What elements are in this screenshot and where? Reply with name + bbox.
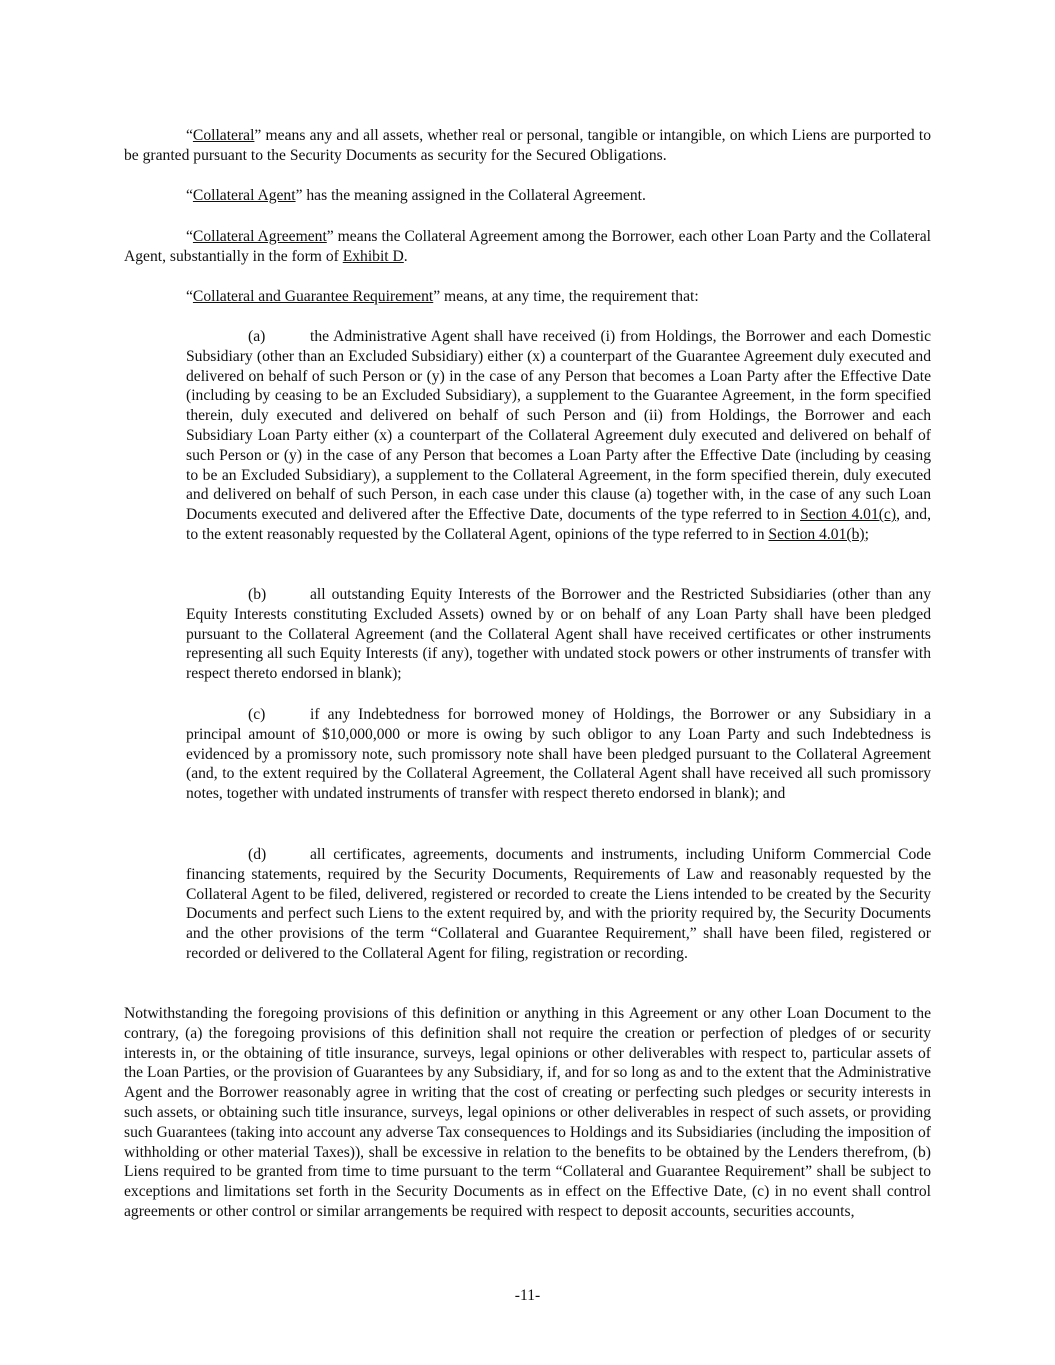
clause-text: all outstanding Equity Interests of the Borrower and the Restricted Subsidiaries (other than any Equity Interests constituting Excluded Assets) owned by or on behalf of any Loan Party shall have been pledged pursuant to the Collateral Agreement (and the Collateral Agent shall have received certificates or other instruments representing all such Equity Interests (if any), together with undated stock powers or other instruments of transfer with respect thereto endorsed in blank); [186,586,931,683]
definition-text: ” means any and all assets, whether real or personal, tangible or intangible, on which Liens are purported to be granted pursuant to the Security Documents as security for the Secured Obligations. [124,127,931,164]
clause-text: the Administrative Agent shall have received (i) from Holdings, the Borrower and each Domestic Subsidiary (other than an Excluded Subsidiary) either (x) a counterpart of the Guarantee Agreement duly executed and delivered on behalf of such Person or (y) in the case of any Person that becomes a Loan Party after the Effective Date (including by ceasing to be an Excluded Subsidiary), a supplement to the Guarantee Agreement, in the form specified therein, duly executed and delivered on behalf of such Person and (ii) from Holdings, the Borrower and each Subsidiary Loan Party either (x) a counterpart of the Collateral Agreement duly executed and delivered on behalf of such Person or (y) in the case of any Person that becomes a Loan Party after the Effective Date (including by ceasing to be an Excluded Subsidiary), a supplement to the Collateral Agreement, in the form specified therein, duly executed and delivered on behalf of such Person, in each case under this clause (a) together with, in the case of any such Loan Documents executed and delivered after the Effective Date, documents of the type referred to in [186,328,931,524]
open-quote: “ [186,228,193,245]
clause-text: all certificates, agreements, documents and instruments, including Uniform Commercial Code financing statements, required by the Security Documents, Requirements of Law and reasonably requested by the Collateral Agent to be filed, delivered, registered or recorded to create the Liens intended to be created by the Security Documents and perfect such Liens to the extent required by, and with the priority required by, the Security Documents and the other provisions of the term “Collateral and Guarantee Requirement,” shall have been filed, registered or recorded or delivered to the Collateral Agent for filing, registration or recording. [186,846,931,962]
clause-c [186,705,931,804]
definition-collateral [124,126,931,166]
definition-text: ” means the Collateral Agreement among the Borrower, each other Loan Party and the Collateral Agent, substantially in the form of [124,228,931,265]
page-number: -11- [514,1287,541,1304]
defined-term: Collateral Agreement [192,228,327,245]
definition-text: ” means, at any time, the requirement that: [433,288,699,305]
clause-label: (b) [248,586,267,603]
defined-term: Collateral and Guarantee Requirement [192,288,434,305]
section-reference: Section 4.01(c) [800,506,897,524]
definition-collateral-guarantee-requirement [124,287,931,307]
clause-a [186,327,931,545]
clause-text: if any Indebtedness for borrowed money of Holdings, the Borrower or any Subsidiary in a principal amount of $10,000,000 or more is owing by such obligor to any Loan Party and such Indebtedness is evidenced by a promissory note, such promissory note shall have been pledged pursuant to the Collateral Agreement (and, to the extent required by the Collateral Agreement, the Collateral Agent shall have received all such promissory notes, together with undated instruments of transfer with respect thereto endorsed in blank); and [186,706,931,803]
defined-term: Collateral [192,127,255,144]
period: . [403,247,408,265]
section-reference: Section 4.01(b) [768,525,865,543]
clause-b [186,585,931,684]
defined-term: Collateral Agent [192,187,296,204]
open-quote: “ [186,288,193,305]
clause-label: (c) [248,706,266,723]
clause-text: , and, to the extent reasonably requested by the Collateral Agent, opinions of the type referred to in [186,506,931,543]
definition-text: ” has the meaning assigned in the Collateral Agreement. [295,187,646,204]
semicolon: ; [864,525,869,543]
definition-collateral-agent [124,186,931,206]
clause-d [186,845,931,964]
clause-label: (d) [248,846,267,863]
definition-collateral-agreement [124,227,931,267]
open-quote: “ [186,187,193,204]
exhibit-reference: Exhibit D [342,247,404,265]
notwithstanding-paragraph: Notwithstanding the foregoing provisions of this definition or anything in this Agreement or any other Loan Document to the contrary, (a) the foregoing provisions of this definition shall not require the creation or perfection of pledges of or security interests in, or the obtaining of title insurance, surveys, legal opinions or other deliverables with respect to, particular assets of the Loan Parties, or the provision of Guarantees by any Subsidiary, if, and for so long as and to the extent that the Administrative Agent and the Borrower reasonably agree in writing that the cost of creating or perfecting such pledges or security interests in such assets, or obtaining such title insurance, surveys, legal opinions or other deliverables in respect of such assets, or providing such Guarantees (taking into account any adverse Tax consequences to Holdings and its Subsidiaries (including the imposition of withholding or other material Taxes)), shall be excessive in relation to the benefits to be obtained by the Lenders therefrom, (b) Liens required to be granted from time to time pursuant to the term “Collateral and Guarantee Requirement” shall be subject to exceptions and limitations set forth in the Security Documents as in effect on the Effective Date, (c) in no event shall control agreements or other control or similar arrangements be required with respect to deposit accounts, securities accounts, [124,1005,931,1220]
clause-label: (a) [248,328,266,345]
open-quote: “ [186,127,193,144]
